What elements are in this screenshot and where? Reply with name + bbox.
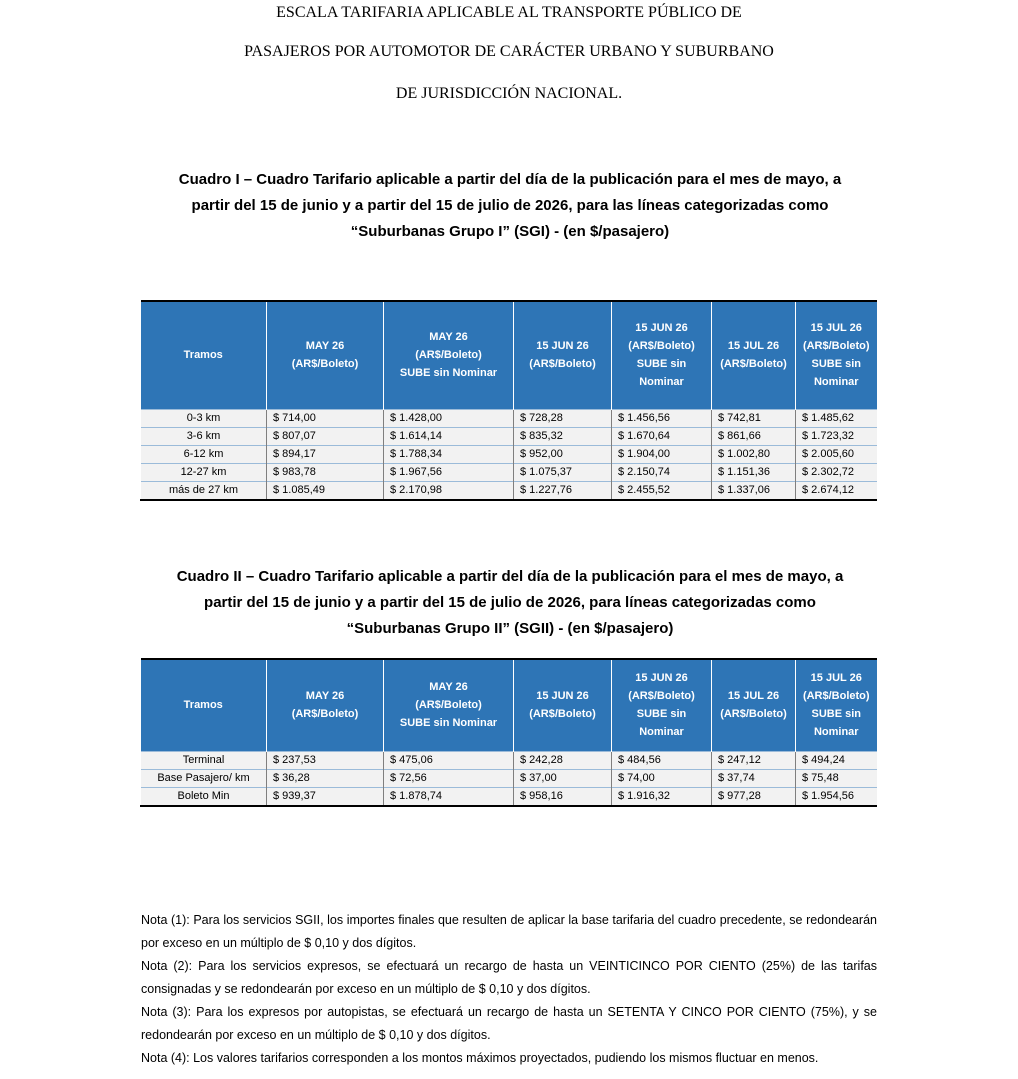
column-header [796, 659, 877, 751]
column-header-line: 15 JUL 26 [727, 340, 780, 353]
cuadro2-heading-line: Cuadro II – Cuadro Tarifario aplicable a partir del día de la publicación para el mes de mayo, a [176, 568, 844, 585]
table-cell: $ 958,16 [514, 787, 612, 806]
table-cell: $ 2.150,74 [612, 463, 712, 481]
column-header [141, 301, 267, 409]
table-cell: $ 494,24 [796, 751, 877, 769]
table-cell: $ 1.916,32 [612, 787, 712, 806]
column-header [141, 659, 267, 751]
table-cell: $ 1.878,74 [384, 787, 514, 806]
table-cell: $ 1.723,32 [796, 427, 877, 445]
table-row [141, 481, 877, 500]
cuadro2-heading [130, 564, 890, 642]
column-header-line: (AR$/Boleto) [628, 690, 695, 703]
column-header [796, 301, 877, 409]
table-header-row [141, 659, 877, 751]
row-label: 3-6 km [141, 427, 267, 445]
table-cell: $ 2.674,12 [796, 481, 877, 500]
table-cell: $ 894,17 [267, 445, 384, 463]
table-cell: $ 2.302,72 [796, 463, 877, 481]
cuadro2-table [140, 658, 877, 807]
table-cell: $ 1.002,80 [712, 445, 796, 463]
column-header [712, 659, 796, 751]
column-header-line: 15 JUL 26 [810, 322, 862, 335]
column-header [712, 301, 796, 409]
column-header-line: 15 JUL 26 [727, 690, 780, 703]
document-title-line: PASAJEROS POR AUTOMOTOR DE CARÁCTER URBANO Y SUBURBANO [244, 43, 774, 60]
table-cell: $ 2.005,60 [796, 445, 877, 463]
column-header-line: 15 JUN 26 [635, 672, 688, 685]
cuadro1-table [140, 300, 877, 501]
column-header-line: Nominar [813, 376, 859, 389]
column-header-line: 15 JUN 26 [536, 340, 589, 353]
column-header-line: (AR$/Boleto) [529, 708, 596, 721]
row-label: Terminal [141, 751, 267, 769]
table-cell: $ 475,06 [384, 751, 514, 769]
cuadro2-heading-line: partir del 15 de junio y a partir del 15 de julio de 2026, para líneas categorizadas como [204, 594, 816, 611]
table-cell: $ 37,74 [712, 769, 796, 787]
table-cell: $ 1.614,14 [384, 427, 514, 445]
table-cell: $ 1.075,37 [514, 463, 612, 481]
table-row [141, 463, 877, 481]
column-header-line: (AR$/Boleto) [291, 358, 359, 371]
cuadro1-heading [130, 167, 890, 245]
table-cell: $ 1.904,00 [612, 445, 712, 463]
table-cell: $ 1.456,56 [612, 409, 712, 427]
column-header-line: MAY 26 [305, 340, 345, 353]
row-label: Base Pasajero/ km [141, 769, 267, 787]
column-header-line: SUBE sin Nominar [399, 367, 498, 380]
table-cell: $ 1.337,06 [712, 481, 796, 500]
table-cell: $ 952,00 [514, 445, 612, 463]
table-cell: $ 1.967,56 [384, 463, 514, 481]
notes-section [141, 909, 877, 1070]
column-header-line: SUBE sin [811, 358, 861, 371]
document-title-line: ESCALA TARIFARIA APLICABLE AL TRANSPORTE PÚBLICO DE [276, 4, 742, 21]
table-cell: $ 237,53 [267, 751, 384, 769]
column-header [267, 301, 384, 409]
table-cell: $ 807,07 [267, 427, 384, 445]
row-label: 0-3 km [141, 409, 267, 427]
column-header-line: Nominar [639, 376, 684, 389]
table-cell: $ 1.670,64 [612, 427, 712, 445]
table-cell: $ 1.151,36 [712, 463, 796, 481]
column-header [514, 659, 612, 751]
row-label: 12-27 km [141, 463, 267, 481]
table-cell: $ 2.170,98 [384, 481, 514, 500]
table-row [141, 751, 877, 769]
table-cell: $ 1.085,49 [267, 481, 384, 500]
table-cell: $ 983,78 [267, 463, 384, 481]
column-header [267, 659, 384, 751]
table-cell: $ 75,48 [796, 769, 877, 787]
table-cell: $ 835,32 [514, 427, 612, 445]
column-header-line: (AR$/Boleto) [720, 708, 787, 721]
column-header [612, 659, 712, 751]
column-header-line: SUBE sin [636, 358, 687, 371]
column-header [514, 301, 612, 409]
table-cell: $ 247,12 [712, 751, 796, 769]
column-header-line: Nominar [639, 726, 684, 739]
table-cell: $ 977,28 [712, 787, 796, 806]
column-header-line: 15 JUN 26 [635, 322, 688, 335]
column-header [384, 301, 514, 409]
column-header-line: (AR$/Boleto) [720, 358, 787, 371]
row-label: Boleto Min [141, 787, 267, 806]
column-header [612, 301, 712, 409]
table-cell: $ 1.954,56 [796, 787, 877, 806]
table-row [141, 445, 877, 463]
table-row [141, 409, 877, 427]
column-header-line: (AR$/Boleto) [802, 690, 870, 703]
table-cell: $ 1.227,76 [514, 481, 612, 500]
table-row [141, 787, 877, 806]
column-header-line: SUBE sin [811, 708, 861, 721]
document-title-line: DE JURISDICCIÓN NACIONAL. [395, 85, 623, 102]
table-cell: $ 242,28 [514, 751, 612, 769]
table-cell: $ 74,00 [612, 769, 712, 787]
cuadro1-heading-line: partir del 15 de junio y a partir del 15 de julio de 2026, para las líneas categorizadas como [191, 197, 829, 214]
column-header-line: (AR$/Boleto) [415, 699, 482, 712]
table-cell: $ 939,37 [267, 787, 384, 806]
column-header-line: Tramos [183, 699, 223, 712]
column-header-line: SUBE sin Nominar [399, 717, 498, 730]
table-cell: $ 72,56 [384, 769, 514, 787]
table-header-row [141, 301, 877, 409]
table-cell: $ 2.455,52 [612, 481, 712, 500]
column-header-line: MAY 26 [429, 331, 468, 344]
table-cell: $ 36,28 [267, 769, 384, 787]
column-header-line: Tramos [183, 349, 223, 362]
cuadro1-heading-line: “Suburbanas Grupo I” (SGI) - (en $/pasajero) [350, 223, 670, 240]
column-header-line: (AR$/Boleto) [628, 340, 695, 353]
column-header-line: Nominar [813, 726, 859, 739]
column-header-line: (AR$/Boleto) [291, 708, 359, 721]
table-cell: $ 714,00 [267, 409, 384, 427]
table-cell: $ 861,66 [712, 427, 796, 445]
column-header [384, 659, 514, 751]
note-4: Nota (4): Los valores tarifarios corresponden a los montos máximos proyectados, pudiendo los mismos fluctuar en menos. [141, 1051, 819, 1065]
cuadro1-heading-line: Cuadro I – Cuadro Tarifario aplicable a partir del día de la publicación para el mes de mayo, a [178, 171, 842, 188]
table-cell: $ 484,56 [612, 751, 712, 769]
column-header-line: 15 JUL 26 [810, 672, 862, 685]
cuadro2-heading-line: “Suburbanas Grupo II” (SGII) - (en $/pasajero) [346, 620, 674, 637]
column-header-line: (AR$/Boleto) [415, 349, 482, 362]
column-header-line: MAY 26 [305, 690, 345, 703]
table-cell: $ 1.485,62 [796, 409, 877, 427]
column-header-line: MAY 26 [429, 681, 468, 694]
note-3: Nota (3): Para los expresos por autopistas, se efectuará un recargo de hasta un SETENTA Y CINCO POR CIENTO (75%), y se redondearán por exceso en un múltiplo de $ 0,10 y dos dígitos. [141, 1005, 877, 1042]
table-row [141, 769, 877, 787]
table-cell: $ 1.428,00 [384, 409, 514, 427]
table-cell: $ 1.788,34 [384, 445, 514, 463]
column-header-line: SUBE sin [636, 708, 687, 721]
column-header-line: (AR$/Boleto) [529, 358, 596, 371]
row-label: más de 27 km [141, 481, 267, 500]
table-cell: $ 742,81 [712, 409, 796, 427]
note-1: Nota (1): Para los servicios SGII, los importes finales que resulten de aplicar la base tarifaria del cuadro precedente, se redondearán por exceso en un múltiplo de $ 0,10 y dos dígitos. [141, 913, 877, 950]
table-row [141, 427, 877, 445]
table-cell: $ 37,00 [514, 769, 612, 787]
row-label: 6-12 km [141, 445, 267, 463]
column-header-line: 15 JUN 26 [536, 690, 589, 703]
table-cell: $ 728,28 [514, 409, 612, 427]
column-header-line: (AR$/Boleto) [802, 340, 870, 353]
note-2: Nota (2): Para los servicios expresos, se efectuará un recargo de hasta un VEINTICINCO POR CIENTO (25%) de las tarifas consignadas y se redondearán por exceso en un múltiplo de $ 0,10 y dos dígitos. [141, 959, 877, 996]
